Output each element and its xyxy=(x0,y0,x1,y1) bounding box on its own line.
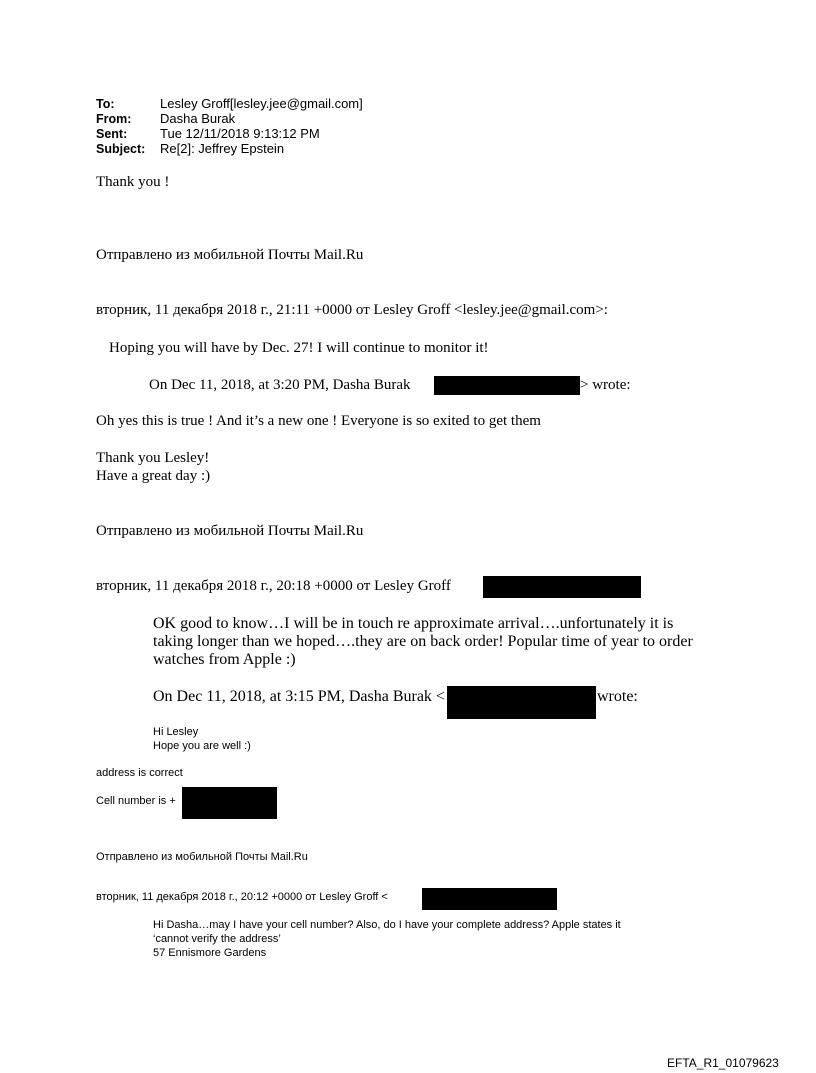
sent-from-signature-3: Отправлено из мобильной Почты Mail.Ru xyxy=(96,851,308,863)
to-value: Lesley Groff[lesley.jee@gmail.com] xyxy=(160,96,363,111)
redaction-bar xyxy=(447,686,596,719)
quote-header-1: вторник, 11 декабря 2018 г., 21:11 +0000 от Lesley Groff <lesley.jee@gmail.com>: xyxy=(96,302,608,318)
quote-header-2: вторник, 11 декабря 2018 г., 20:18 +0000 от Lesley Groff xyxy=(96,578,451,594)
hope-well-line: Hope you are well :) xyxy=(153,740,251,752)
wrote-line-2-suffix: wrote: xyxy=(597,688,638,705)
to-label: To: xyxy=(96,97,115,111)
from-value: Dasha Burak xyxy=(160,111,236,126)
subject-value: Re[2]: Jeffrey Epstein xyxy=(160,141,285,156)
ok-line-2: taking longer than we hoped….they are on back order! Popular time of year to order xyxy=(153,633,693,650)
ok-line-1: OK good to know…I will be in touch re approximate arrival….unfortunately it is xyxy=(153,615,674,632)
sent-label: Sent: xyxy=(96,127,128,141)
redaction-bar xyxy=(422,888,557,910)
oh-yes-line: Oh yes this is true ! And it’s a new one ! Everyone is so exited to get them xyxy=(96,413,541,429)
wrote-line-2-prefix: On Dec 11, 2018, at 3:15 PM, Dasha Burak < xyxy=(153,688,445,705)
from-label: From: xyxy=(96,112,132,126)
quote-header-3: вторник, 11 декабря 2018 г., 20:12 +0000 от Lesley Groff < xyxy=(96,891,388,903)
cell-number-line: Cell number is + xyxy=(96,795,176,807)
thank-you-lesley-line: Thank you Lesley! xyxy=(96,450,210,466)
redaction-bar xyxy=(434,376,580,395)
document-id: EFTA_R1_01079623 xyxy=(667,1056,779,1070)
redaction-bar xyxy=(483,576,641,598)
sent-from-signature-1: Отправлено из мобильной Почты Mail.Ru xyxy=(96,247,364,263)
redaction-bar xyxy=(182,787,277,819)
hi-dasha-line-1: Hi Dasha…may I have your cell number? Also, do I have your complete address? Apple states it xyxy=(153,919,621,931)
hi-dasha-line-2: ‘cannot verify the address’ xyxy=(153,933,281,945)
ok-line-3: watches from Apple :) xyxy=(153,651,296,668)
hi-lesley-line: Hi Lesley xyxy=(153,726,199,738)
sent-value: Tue 12/11/2018 9:13:12 PM xyxy=(160,126,320,141)
hoping-line: Hoping you will have by Dec. 27! I will continue to monitor it! xyxy=(109,340,489,356)
address-line: 57 Ennismore Gardens xyxy=(153,947,267,959)
wrote-line-1-suffix: > wrote: xyxy=(580,377,631,393)
sent-from-signature-2: Отправлено из мобильной Почты Mail.Ru xyxy=(96,523,364,539)
wrote-line-1-prefix: On Dec 11, 2018, at 3:20 PM, Dasha Burak xyxy=(149,377,411,393)
address-correct-line: address is correct xyxy=(96,767,183,779)
thanks-line: Thank you ! xyxy=(96,174,170,190)
subject-label: Subject: xyxy=(96,142,146,156)
great-day-line: Have a great day :) xyxy=(96,468,211,484)
